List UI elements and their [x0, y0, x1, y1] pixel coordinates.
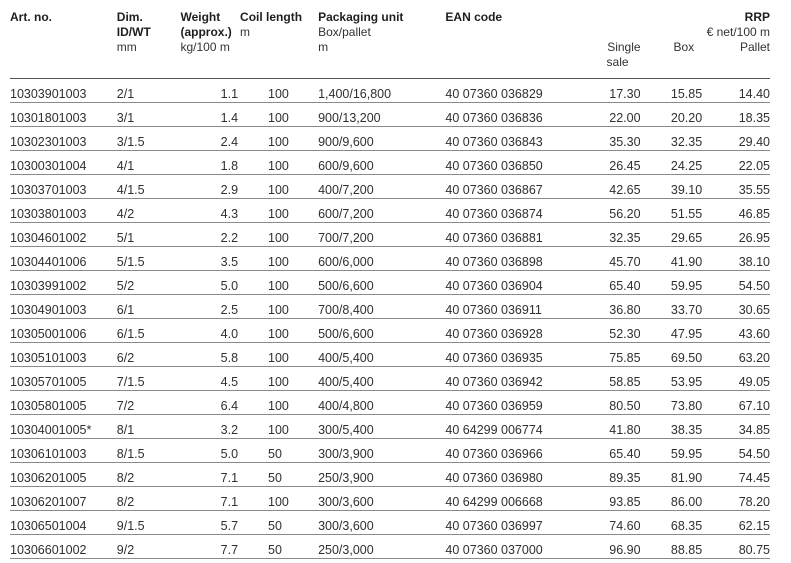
- cell-pallet: 54.50: [702, 439, 770, 463]
- cell-box: 51.55: [641, 199, 703, 223]
- cell-weight: 1.1: [180, 79, 240, 103]
- cell-ean-code: 40 07360 036942: [445, 367, 572, 391]
- cell-box: 81.90: [641, 463, 703, 487]
- header-coil-length: Coil length m: [240, 10, 318, 79]
- cell-coil-length: 100: [240, 487, 318, 511]
- cell-art-no: 10305001006: [10, 319, 117, 343]
- cell-weight: 7.1: [180, 487, 240, 511]
- cell-art-no: 10303901003: [10, 79, 117, 103]
- cell-ean-code: 40 07360 036959: [445, 391, 572, 415]
- cell-ean-code: 40 07360 036997: [445, 511, 572, 535]
- cell-pallet: 14.40: [702, 79, 770, 103]
- cell-weight: 1.4: [180, 103, 240, 127]
- cell-art-no: 10304901003: [10, 295, 117, 319]
- cell-weight: 5.0: [180, 271, 240, 295]
- cell-weight: 2.5: [180, 295, 240, 319]
- cell-dim: 6/1.5: [117, 319, 181, 343]
- table-row: [10, 319, 770, 343]
- cell-ean-code: 40 07360 036843: [445, 127, 572, 151]
- cell-ean-code: 40 07360 036867: [445, 175, 572, 199]
- cell-pallet: 80.75: [702, 535, 770, 559]
- cell-pallet: 49.05: [702, 367, 770, 391]
- cell-pallet: 26.95: [702, 223, 770, 247]
- cell-art-no: 10301801003: [10, 103, 117, 127]
- cell-coil-length: 100: [240, 319, 318, 343]
- cell-pallet: 54.50: [702, 271, 770, 295]
- cell-art-no: 10304001005*: [10, 415, 117, 439]
- cell-box: 15.85: [641, 79, 703, 103]
- cell-dim: 8/2: [117, 487, 181, 511]
- cell-weight: 2.4: [180, 127, 240, 151]
- cell-coil-length: 100: [240, 175, 318, 199]
- cell-dim: 4/1.5: [117, 175, 181, 199]
- cell-pallet: 38.10: [702, 247, 770, 271]
- cell-single-sale: 65.40: [573, 271, 641, 295]
- cell-weight: 5.7: [180, 511, 240, 535]
- cell-art-no: 10304401006: [10, 247, 117, 271]
- cell-weight: 2.9: [180, 175, 240, 199]
- cell-art-no: 10303801003: [10, 199, 117, 223]
- cell-dim: 4/1: [117, 151, 181, 175]
- cell-art-no: 10304601002: [10, 223, 117, 247]
- cell-coil-length: 100: [240, 79, 318, 103]
- cell-box: 47.95: [641, 319, 703, 343]
- cell-pallet: 43.60: [702, 319, 770, 343]
- cell-coil-length: 100: [240, 103, 318, 127]
- table-row: [10, 199, 770, 223]
- table-row: [10, 487, 770, 511]
- cell-pallet: 62.15: [702, 511, 770, 535]
- cell-single-sale: 45.70: [573, 247, 641, 271]
- cell-packaging-unit: 600/9,600: [318, 151, 445, 175]
- cell-art-no: 10303701003: [10, 175, 117, 199]
- table-row: [10, 223, 770, 247]
- table-row: [10, 463, 770, 487]
- cell-coil-length: 100: [240, 415, 318, 439]
- cell-pallet: 78.20: [702, 487, 770, 511]
- cell-art-no: 10305701005: [10, 367, 117, 391]
- cell-single-sale: 75.85: [573, 343, 641, 367]
- cell-ean-code: 40 07360 036881: [445, 223, 572, 247]
- cell-art-no: 10305101003: [10, 343, 117, 367]
- cell-single-sale: 58.85: [573, 367, 641, 391]
- cell-single-sale: 42.65: [573, 175, 641, 199]
- cell-dim: 2/1: [117, 79, 181, 103]
- cell-coil-length: 100: [240, 295, 318, 319]
- cell-pallet: 30.65: [702, 295, 770, 319]
- cell-ean-code: 40 64299 006774: [445, 415, 572, 439]
- cell-box: 73.80: [641, 391, 703, 415]
- cell-packaging-unit: 600/6,000: [318, 247, 445, 271]
- cell-weight: 4.3: [180, 199, 240, 223]
- cell-coil-length: 50: [240, 511, 318, 535]
- cell-single-sale: 80.50: [573, 391, 641, 415]
- cell-dim: 6/1: [117, 295, 181, 319]
- cell-ean-code: 40 64299 006668: [445, 487, 572, 511]
- cell-coil-length: 100: [240, 391, 318, 415]
- cell-box: 88.85: [641, 535, 703, 559]
- table-row: [10, 367, 770, 391]
- cell-packaging-unit: 400/5,400: [318, 367, 445, 391]
- cell-packaging-unit: 700/8,400: [318, 295, 445, 319]
- cell-ean-code: 40 07360 036829: [445, 79, 572, 103]
- cell-packaging-unit: 500/6,600: [318, 271, 445, 295]
- cell-packaging-unit: 300/3,600: [318, 511, 445, 535]
- cell-pallet: 29.40: [702, 127, 770, 151]
- cell-dim: 5/1: [117, 223, 181, 247]
- cell-coil-length: 100: [240, 247, 318, 271]
- cell-single-sale: 35.30: [573, 127, 641, 151]
- cell-ean-code: 40 07360 036928: [445, 319, 572, 343]
- header-rrp-unit: € net/100 m: [706, 25, 770, 39]
- header-single-sale: Single sale: [573, 10, 641, 79]
- cell-ean-code: 40 07360 036850: [445, 151, 572, 175]
- cell-box: 33.70: [641, 295, 703, 319]
- table-row: [10, 343, 770, 367]
- table-header-row: [10, 10, 770, 79]
- cell-single-sale: 36.80: [573, 295, 641, 319]
- cell-box: 59.95: [641, 271, 703, 295]
- cell-dim: 4/2: [117, 199, 181, 223]
- cell-single-sale: 89.35: [573, 463, 641, 487]
- cell-packaging-unit: 1,400/16,800: [318, 79, 445, 103]
- cell-packaging-unit: 400/4,800: [318, 391, 445, 415]
- cell-ean-code: 40 07360 036874: [445, 199, 572, 223]
- cell-weight: 5.0: [180, 439, 240, 463]
- cell-pallet: 18.35: [702, 103, 770, 127]
- cell-ean-code: 40 07360 036911: [445, 295, 572, 319]
- cell-dim: 7/2: [117, 391, 181, 415]
- cell-dim: 8/2: [117, 463, 181, 487]
- cell-packaging-unit: 300/3,600: [318, 487, 445, 511]
- cell-coil-length: 50: [240, 463, 318, 487]
- cell-packaging-unit: 500/6,600: [318, 319, 445, 343]
- cell-ean-code: 40 07360 036904: [445, 271, 572, 295]
- cell-packaging-unit: 900/9,600: [318, 127, 445, 151]
- cell-dim: 7/1.5: [117, 367, 181, 391]
- cell-packaging-unit: 400/5,400: [318, 343, 445, 367]
- cell-packaging-unit: 600/7,200: [318, 199, 445, 223]
- table-row: [10, 511, 770, 535]
- cell-single-sale: 32.35: [573, 223, 641, 247]
- cell-dim: 3/1: [117, 103, 181, 127]
- cell-dim: 8/1: [117, 415, 181, 439]
- cell-art-no: 10300301004: [10, 151, 117, 175]
- header-art-no: Art. no.: [10, 10, 117, 79]
- cell-pallet: 35.55: [702, 175, 770, 199]
- cell-packaging-unit: 300/3,900: [318, 439, 445, 463]
- cell-packaging-unit: 300/5,400: [318, 415, 445, 439]
- cell-box: 86.00: [641, 487, 703, 511]
- cell-pallet: 67.10: [702, 391, 770, 415]
- cell-single-sale: 56.20: [573, 199, 641, 223]
- table-row: [10, 271, 770, 295]
- cell-single-sale: 22.00: [573, 103, 641, 127]
- cell-dim: 9/1.5: [117, 511, 181, 535]
- cell-dim: 6/2: [117, 343, 181, 367]
- cell-coil-length: 100: [240, 127, 318, 151]
- table-row: [10, 247, 770, 271]
- cell-pallet: 34.85: [702, 415, 770, 439]
- cell-dim: 5/2: [117, 271, 181, 295]
- cell-box: 41.90: [641, 247, 703, 271]
- cell-packaging-unit: 700/7,200: [318, 223, 445, 247]
- table-body: [10, 79, 770, 559]
- cell-single-sale: 26.45: [573, 151, 641, 175]
- cell-art-no: 10305801005: [10, 391, 117, 415]
- cell-dim: 9/2: [117, 535, 181, 559]
- cell-weight: 4.0: [180, 319, 240, 343]
- cell-weight: 1.8: [180, 151, 240, 175]
- cell-art-no: 10306201005: [10, 463, 117, 487]
- table-row: [10, 439, 770, 463]
- cell-weight: 2.2: [180, 223, 240, 247]
- cell-coil-length: 100: [240, 223, 318, 247]
- header-ean-code: EAN code: [445, 10, 572, 79]
- cell-box: 24.25: [641, 151, 703, 175]
- cell-art-no: 10306601002: [10, 535, 117, 559]
- table-row: [10, 127, 770, 151]
- cell-weight: 4.5: [180, 367, 240, 391]
- cell-weight: 7.7: [180, 535, 240, 559]
- table-row: [10, 79, 770, 103]
- table-row: [10, 391, 770, 415]
- cell-ean-code: 40 07360 036898: [445, 247, 572, 271]
- cell-weight: 5.8: [180, 343, 240, 367]
- cell-ean-code: 40 07360 036836: [445, 103, 572, 127]
- cell-single-sale: 52.30: [573, 319, 641, 343]
- cell-packaging-unit: 400/7,200: [318, 175, 445, 199]
- header-rrp: RRP: [744, 10, 770, 24]
- cell-dim: 5/1.5: [117, 247, 181, 271]
- cell-single-sale: 17.30: [573, 79, 641, 103]
- cell-single-sale: 65.40: [573, 439, 641, 463]
- cell-box: 59.95: [641, 439, 703, 463]
- header-packaging-unit: Packaging unit Box/pallet m: [318, 10, 445, 79]
- cell-art-no: 10306201007: [10, 487, 117, 511]
- cell-weight: 3.2: [180, 415, 240, 439]
- header-rrp-pallet: RRP € net/100 m Pallet: [702, 10, 770, 79]
- cell-pallet: 63.20: [702, 343, 770, 367]
- cell-ean-code: 40 07360 036966: [445, 439, 572, 463]
- cell-pallet: 74.45: [702, 463, 770, 487]
- table-row: [10, 415, 770, 439]
- table-row: [10, 535, 770, 559]
- cell-art-no: 10306501004: [10, 511, 117, 535]
- header-weight: Weight (approx.) kg/100 m: [180, 10, 240, 79]
- table-row: [10, 103, 770, 127]
- price-table: [10, 10, 770, 559]
- cell-box: 29.65: [641, 223, 703, 247]
- header-dim: Dim. ID/WT mm: [117, 10, 181, 79]
- cell-pallet: 22.05: [702, 151, 770, 175]
- cell-single-sale: 93.85: [573, 487, 641, 511]
- cell-packaging-unit: 250/3,900: [318, 463, 445, 487]
- cell-ean-code: 40 07360 036935: [445, 343, 572, 367]
- cell-single-sale: 74.60: [573, 511, 641, 535]
- cell-art-no: 10302301003: [10, 127, 117, 151]
- cell-box: 39.10: [641, 175, 703, 199]
- cell-box: 20.20: [641, 103, 703, 127]
- cell-coil-length: 100: [240, 343, 318, 367]
- cell-packaging-unit: 250/3,000: [318, 535, 445, 559]
- table-row: [10, 295, 770, 319]
- cell-coil-length: 100: [240, 199, 318, 223]
- cell-coil-length: 100: [240, 271, 318, 295]
- header-box: Box: [641, 10, 703, 79]
- table-row: [10, 175, 770, 199]
- cell-box: 68.35: [641, 511, 703, 535]
- cell-box: 69.50: [641, 343, 703, 367]
- cell-single-sale: 41.80: [573, 415, 641, 439]
- cell-box: 32.35: [641, 127, 703, 151]
- cell-single-sale: 96.90: [573, 535, 641, 559]
- cell-box: 53.95: [641, 367, 703, 391]
- cell-pallet: 46.85: [702, 199, 770, 223]
- cell-art-no: 10303991002: [10, 271, 117, 295]
- cell-weight: 7.1: [180, 463, 240, 487]
- cell-ean-code: 40 07360 036980: [445, 463, 572, 487]
- cell-dim: 3/1.5: [117, 127, 181, 151]
- cell-weight: 3.5: [180, 247, 240, 271]
- cell-coil-length: 50: [240, 535, 318, 559]
- cell-ean-code: 40 07360 037000: [445, 535, 572, 559]
- cell-weight: 6.4: [180, 391, 240, 415]
- table-row: [10, 151, 770, 175]
- cell-art-no: 10306101003: [10, 439, 117, 463]
- cell-dim: 8/1.5: [117, 439, 181, 463]
- cell-coil-length: 50: [240, 439, 318, 463]
- cell-packaging-unit: 900/13,200: [318, 103, 445, 127]
- cell-coil-length: 100: [240, 367, 318, 391]
- cell-box: 38.35: [641, 415, 703, 439]
- cell-coil-length: 100: [240, 151, 318, 175]
